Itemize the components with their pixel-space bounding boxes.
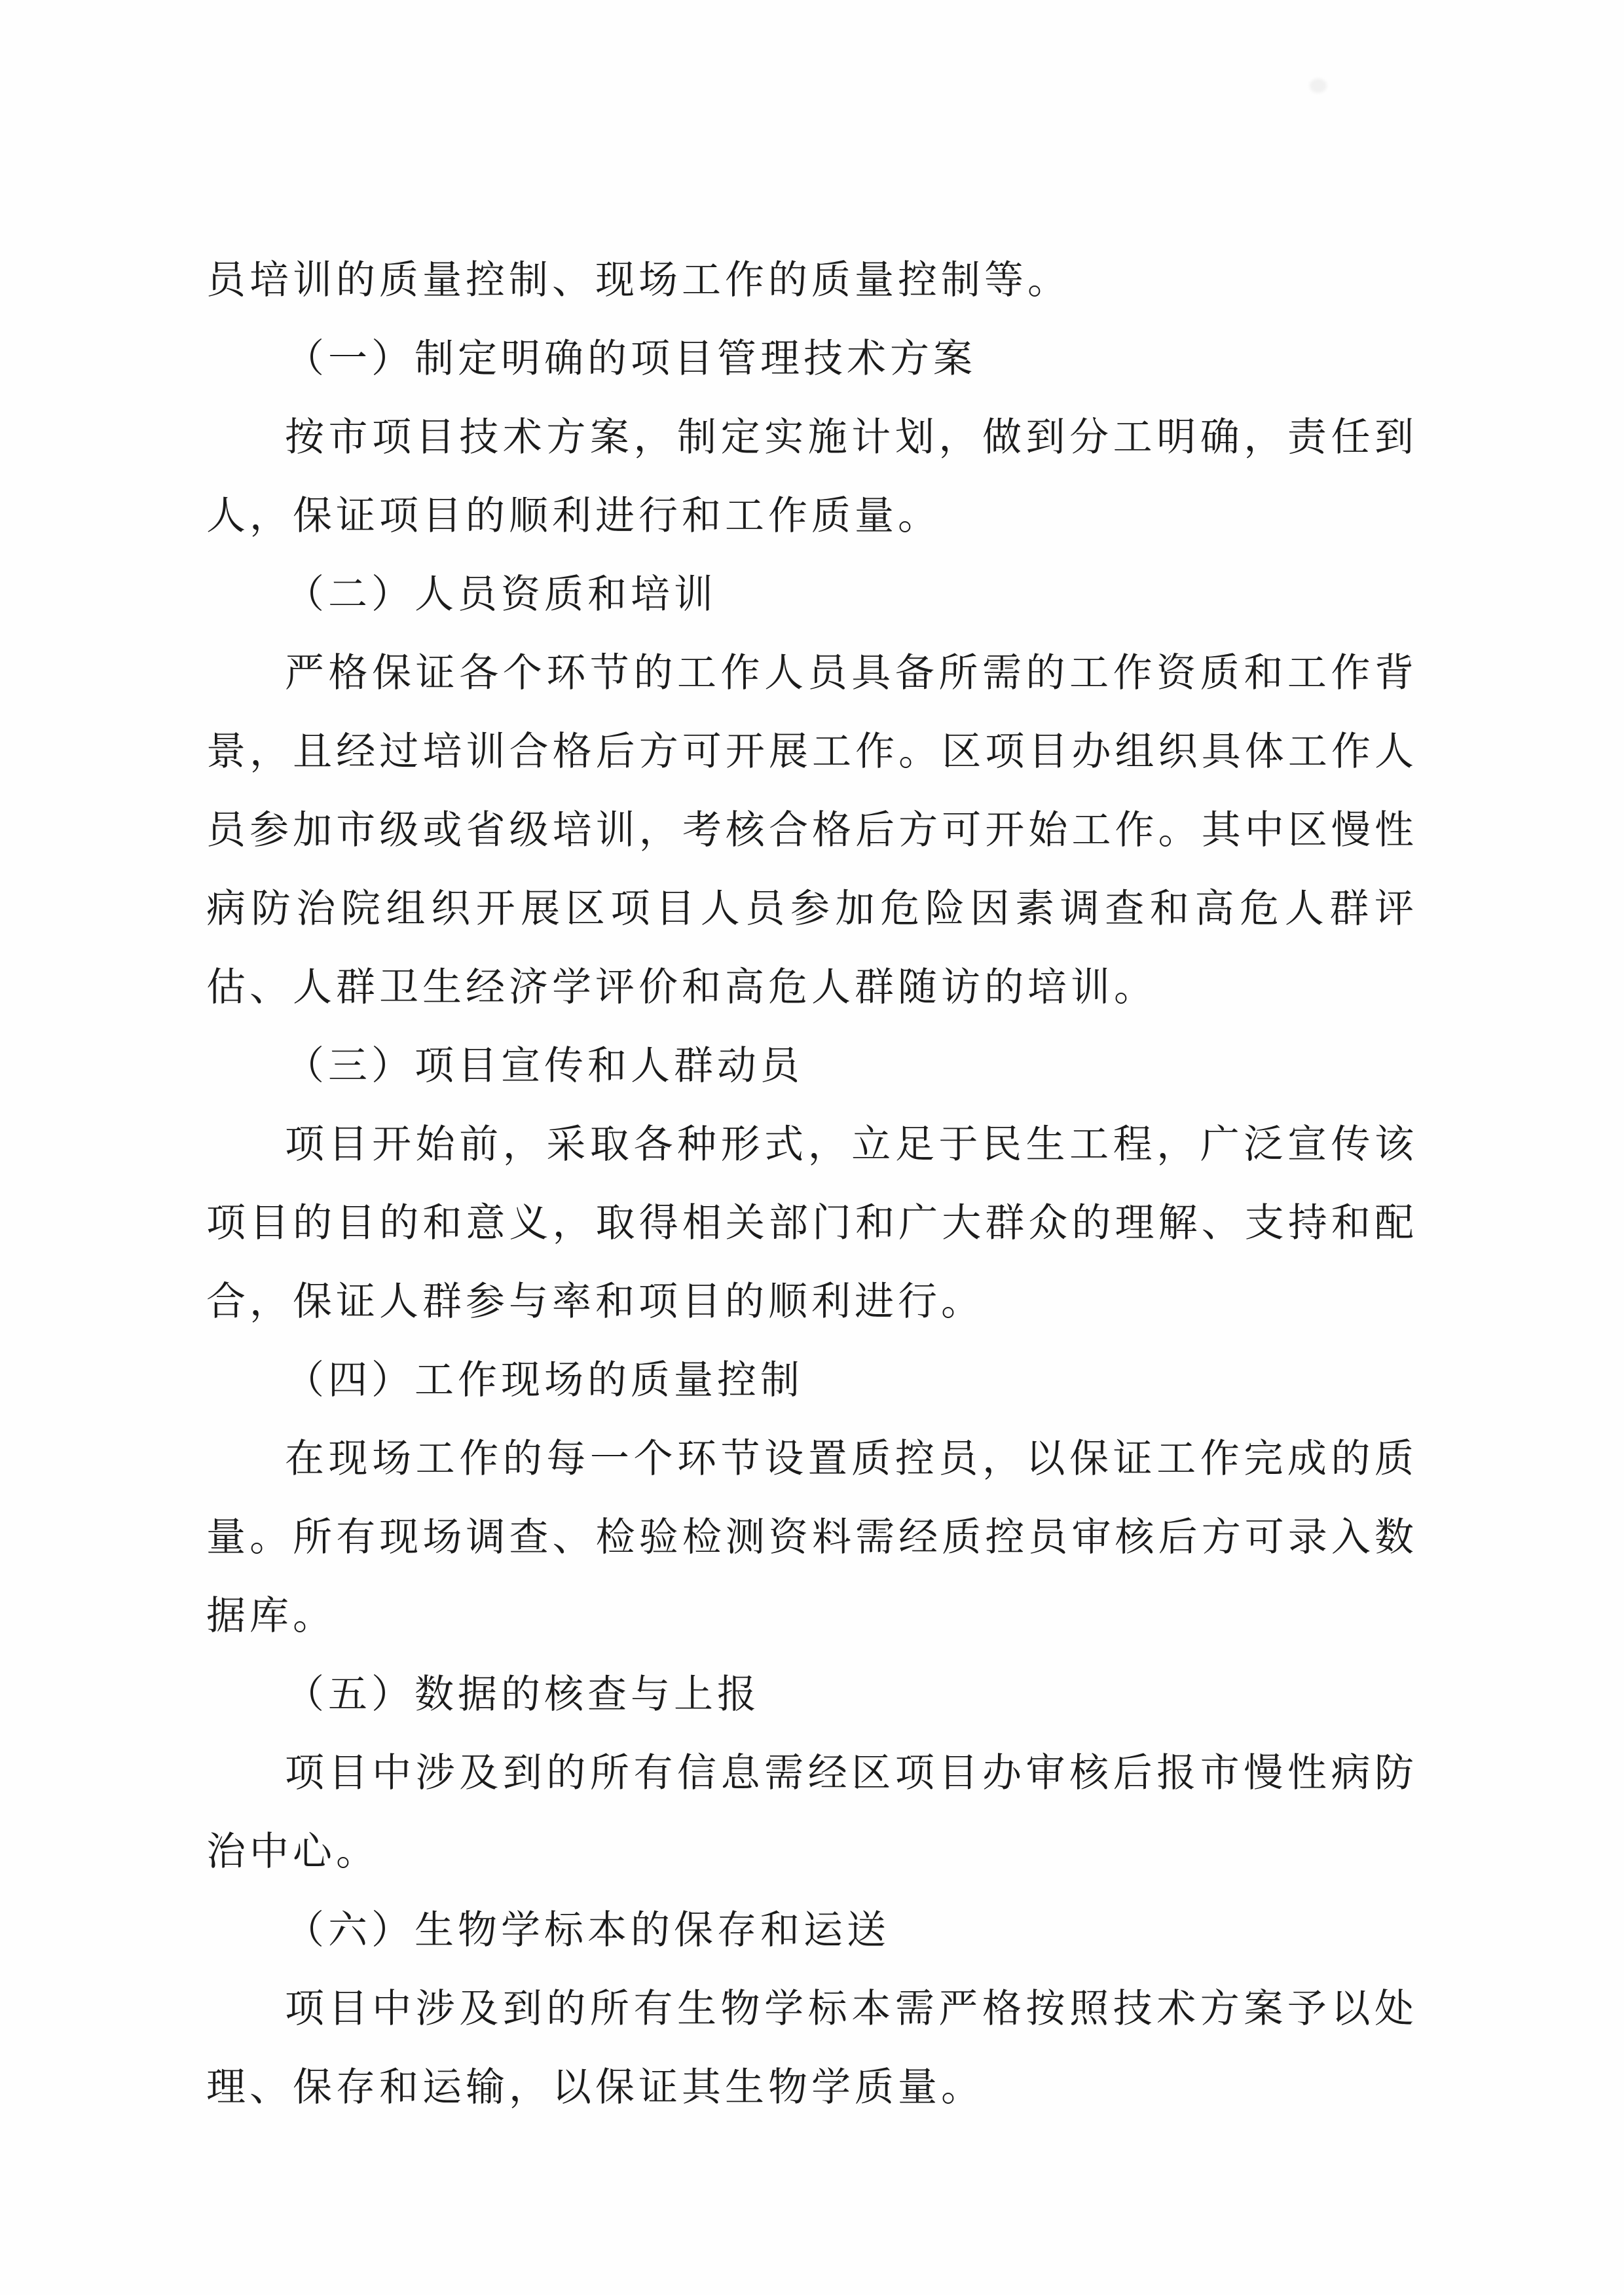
text-line: 估、人群卫生经济学评价和高危人群随访的培训。 bbox=[206, 966, 1157, 1009]
text-line: 员培训的质量控制、现场工作的质量控制等。 bbox=[206, 259, 1071, 302]
section-heading: （一）制定明确的项目管理技术方案 bbox=[285, 337, 976, 380]
text-line: 人，保证项目的顺利进行和工作质量。 bbox=[206, 494, 941, 538]
text-line: 项目中涉及到的所有生物学标本需严格按照技术方案予以处 bbox=[285, 1987, 1418, 2030]
text-line: 理、保存和运输，以保证其生物学质量。 bbox=[206, 2066, 984, 2109]
section-heading: （六）生物学标本的保存和运送 bbox=[285, 1909, 890, 1952]
text-line: 在现场工作的每一个环节设置质控员，以保证工作完成的质 bbox=[285, 1437, 1418, 1480]
section-heading: （三）项目宣传和人群动员 bbox=[285, 1044, 803, 1088]
scan-artifact bbox=[1310, 79, 1327, 93]
text-line: 合，保证人群参与率和项目的顺利进行。 bbox=[206, 1280, 984, 1323]
document-text-block bbox=[206, 241, 1418, 2127]
text-line: 项目开始前，采取各种形式，立足于民生工程，广泛宣传该 bbox=[285, 1123, 1418, 1166]
section-heading: （二）人员资质和培训 bbox=[285, 573, 717, 616]
text-line: 按市项目技术方案，制定实施计划，做到分工明确，责任到 bbox=[285, 416, 1418, 459]
text-line: 治中心。 bbox=[206, 1830, 379, 1873]
text-line: 量。所有现场调查、检验检测资料需经质控员审核后方可录入数 bbox=[206, 1516, 1418, 1559]
text-line: 据库。 bbox=[206, 1594, 336, 1638]
text-line: 项目中涉及到的所有信息需经区项目办审核后报市慢性病防 bbox=[285, 1752, 1418, 1795]
section-heading: （五）数据的核查与上报 bbox=[285, 1673, 760, 1716]
text-line: 病防治院组织开展区项目人员参加危险因素调查和高危人群评 bbox=[206, 887, 1418, 930]
section-heading: （四）工作现场的质量控制 bbox=[285, 1359, 803, 1402]
text-line: 景，且经过培训合格后方可开展工作。区项目办组织具体工作人 bbox=[206, 730, 1418, 773]
text-line: 严格保证各个环节的工作人员具备所需的工作资质和工作背 bbox=[285, 652, 1418, 695]
text-line: 员参加市级或省级培训，考核合格后方可开始工作。其中区慢性 bbox=[206, 809, 1418, 852]
text-line: 项目的目的和意义，取得相关部门和广大群众的理解、支持和配 bbox=[206, 1202, 1418, 1245]
